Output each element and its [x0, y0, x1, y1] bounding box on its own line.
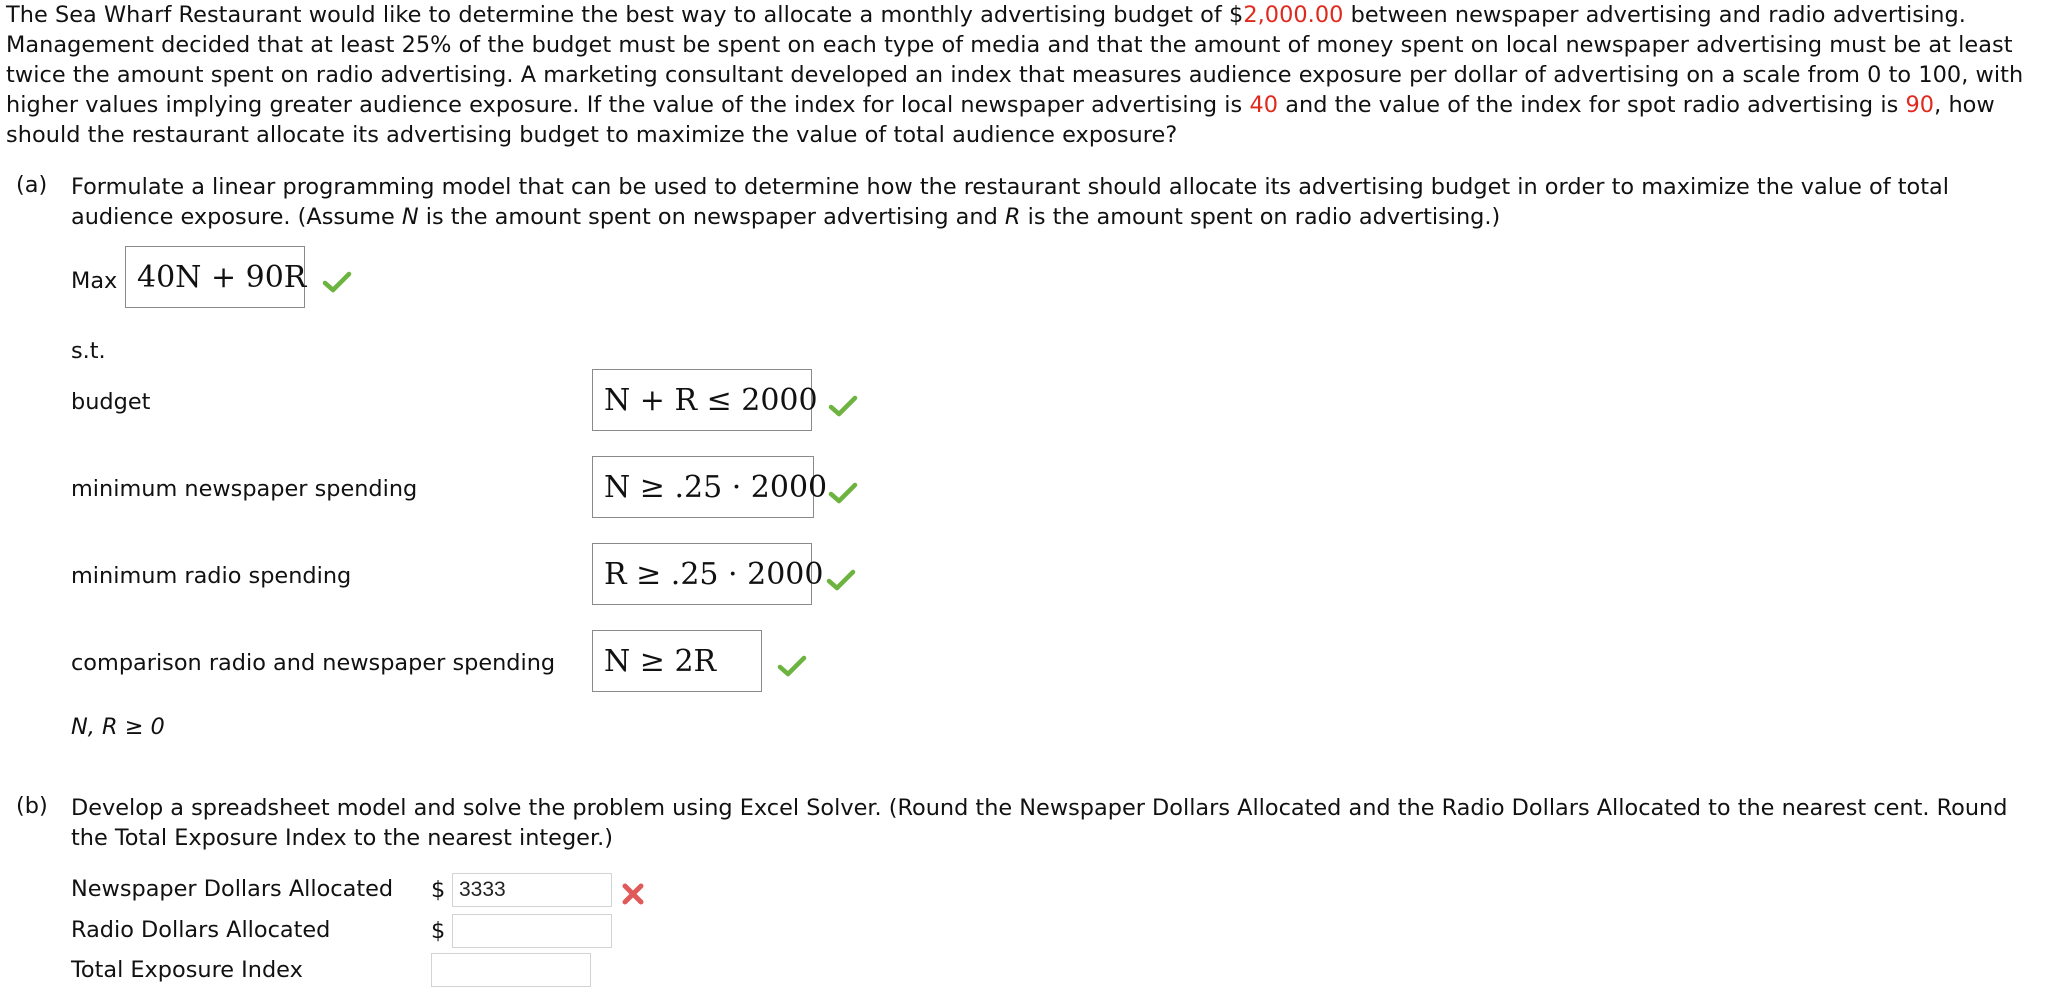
- radio-dollars-input[interactable]: [452, 914, 612, 948]
- constraint-budget-box[interactable]: [592, 369, 818, 431]
- newspaper-dollars-input[interactable]: 3333: [452, 873, 612, 907]
- objective-function-box[interactable]: [125, 246, 305, 308]
- constraint-comparison-box[interactable]: [592, 630, 762, 692]
- constraint-min-radio-label: minimum radio spending: [71, 563, 352, 589]
- min-radio-check-icon: [826, 568, 856, 592]
- intro-text-3: and the value of the index for spot radio advertising is: [1278, 92, 1906, 118]
- constraint-budget-label: budget: [71, 389, 151, 415]
- budget-check-icon: [828, 394, 858, 418]
- nonnegativity-constraint: N, R ≥ 0: [71, 714, 165, 740]
- newspaper-currency-symbol: $: [431, 877, 446, 903]
- objective-check-icon: [322, 270, 352, 294]
- total-exposure-label: Total Exposure Index: [71, 957, 303, 983]
- newspaper-incorrect-icon: [620, 881, 646, 907]
- constraint-comparison-label: comparison radio and newspaper spending: [71, 650, 556, 676]
- constraint-min-newspaper-value: N ≥ .25 · 2000: [604, 469, 828, 505]
- intro-text-4: , how should the restaurant allocate its advertising budget to maximize the value of total audience exposure?: [6, 92, 1995, 148]
- constraint-comparison-value: N ≥ 2R: [604, 643, 717, 679]
- constraint-min-newspaper-label: minimum newspaper spending: [71, 476, 418, 502]
- problem-statement: [6, 0, 2050, 150]
- intro-text-2: between newspaper advertising and radio advertising. Management decided that at least 25% of the budget must be spent on each type of media and that the amount of money spent on local newspaper advertising must be at least twice the amount spent on radio advertising. A marketing consultant developed an index that measures audience exposure per dollar of advertising on a scale from 0 to 100, with higher values implying greater audience exposure. If the value of the index for local newspaper advertising is: [6, 2, 2024, 118]
- part-b-letter: (b): [16, 793, 48, 819]
- radio-index-value: 90: [1905, 92, 1935, 118]
- st-label: s.t.: [71, 338, 106, 364]
- newspaper-index-value: 40: [1249, 92, 1279, 118]
- constraint-min-radio-value: R ≥ .25 · 2000: [604, 556, 824, 592]
- newspaper-dollars-label: Newspaper Dollars Allocated: [71, 876, 394, 902]
- total-exposure-input[interactable]: [431, 953, 591, 987]
- min-newspaper-check-icon: [828, 481, 858, 505]
- budget-value: 2,000.00: [1243, 2, 1344, 28]
- part-b-instructions: Develop a spreadsheet model and solve the problem using Excel Solver. (Round the Newspaper Dollars Allocated and the Radio Dollars Allocated to the nearest cent. Round the Total Exposure Index to the nearest integer.): [71, 795, 2008, 851]
- part-a-letter: (a): [16, 172, 48, 198]
- constraint-min-newspaper-box[interactable]: [592, 456, 828, 518]
- intro-text-1: The Sea Wharf Restaurant would like to determine the best way to allocate a monthly advertising budget of $: [6, 2, 1244, 28]
- constraint-budget-value: N + R ≤ 2000: [604, 382, 818, 418]
- max-label: Max: [71, 268, 118, 294]
- radio-currency-symbol: $: [431, 918, 446, 944]
- comparison-check-icon: [777, 654, 807, 678]
- constraint-min-radio-box[interactable]: [592, 543, 824, 605]
- objective-function-value: 40N + 90R: [137, 259, 307, 295]
- part-a-instructions: Formulate a linear programming model that can be used to determine how the restaurant should allocate its advertising budget in order to maximize the value of total audience exposure. (Assume N is the amount spent on newspaper advertising and R is the amount spent on radio advertising.): [71, 174, 1949, 230]
- radio-dollars-label: Radio Dollars Allocated: [71, 917, 331, 943]
